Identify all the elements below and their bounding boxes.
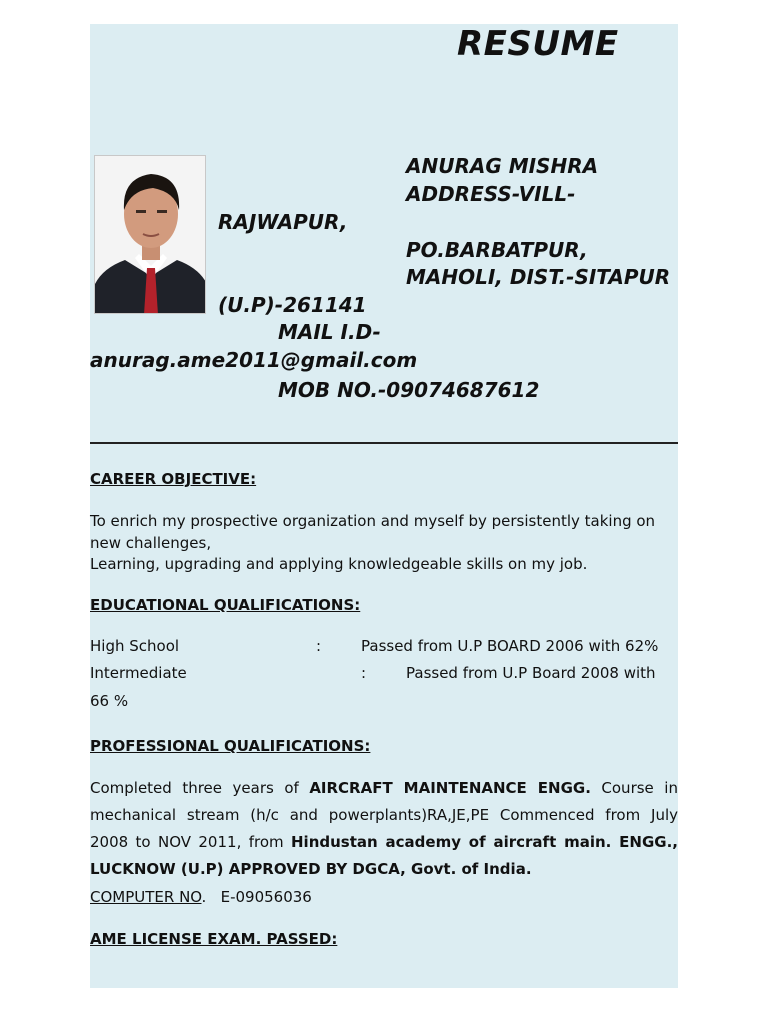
edu-row-2-continuation: 66 %: [90, 692, 129, 710]
address-line-2: RAJWAPUR,: [218, 210, 348, 234]
professional-course-name: AIRCRAFT MAINTENANCE ENGG.: [309, 779, 591, 797]
edu-row-2-label: Intermediate: [90, 664, 187, 682]
professional-text-1: Completed three years of: [90, 779, 310, 797]
resume-title: RESUME: [457, 24, 619, 64]
ame-license-heading: AME LICENSE EXAM. PASSED:: [90, 930, 338, 948]
objective-line-1: To enrich my prospective organization and myself by persistently taking on: [90, 512, 656, 530]
objective-line-2: new challenges,: [90, 534, 212, 552]
professional-paragraph: [90, 775, 678, 883]
edu-row-1-label: High School: [90, 637, 180, 655]
candidate-name: ANURAG MISHRA: [406, 154, 599, 178]
career-objective-heading: CAREER OBJECTIVE:: [90, 470, 257, 488]
computer-number-label: COMPUTER NO: [90, 888, 202, 906]
edu-row-2-sep: :: [361, 664, 367, 682]
computer-number-value: E-09056036: [220, 888, 312, 906]
mobile-number: MOB NO.-09074687612: [278, 378, 540, 402]
address-line-1: ADDRESS-VILL-: [406, 182, 576, 206]
email-address[interactable]: anurag.ame2011@gmail.com: [90, 348, 418, 372]
profile-photo: [94, 155, 206, 314]
address-line-4: MAHOLI, DIST.-SITAPUR: [406, 265, 671, 289]
professional-heading: PROFESSIONAL QUALIFICATIONS:: [90, 737, 371, 755]
education-heading: EDUCATIONAL QUALIFICATIONS:: [90, 596, 361, 614]
computer-number-dot: .: [201, 888, 207, 906]
objective-line-3: Learning, upgrading and applying knowledgeable skills on my job.: [90, 555, 588, 573]
professional-text-2: Course in mechanical stream (h/c and powerplants)RA,JE,PE Commenced from July 2008 to NOV 2011, from: [90, 779, 678, 851]
edu-row-1-value: Passed from U.P BOARD 2006 with 62%: [361, 637, 659, 655]
portrait-image: [95, 156, 206, 314]
mail-label: MAIL I.D-: [278, 320, 381, 344]
header-divider: [90, 442, 678, 444]
edu-row-2-value: Passed from U.P Board 2008 with: [406, 664, 656, 682]
computer-number-row: [90, 888, 312, 906]
address-line-5: (U.P)-261141: [218, 293, 367, 317]
address-line-3: PO.BARBATPUR,: [406, 238, 588, 262]
professional-institute: Hindustan academy of aircraft main. ENGG., LUCKNOW (U.P) APPROVED BY DGCA, Govt. of India.: [90, 833, 678, 878]
edu-row-1-sep: :: [316, 637, 322, 655]
